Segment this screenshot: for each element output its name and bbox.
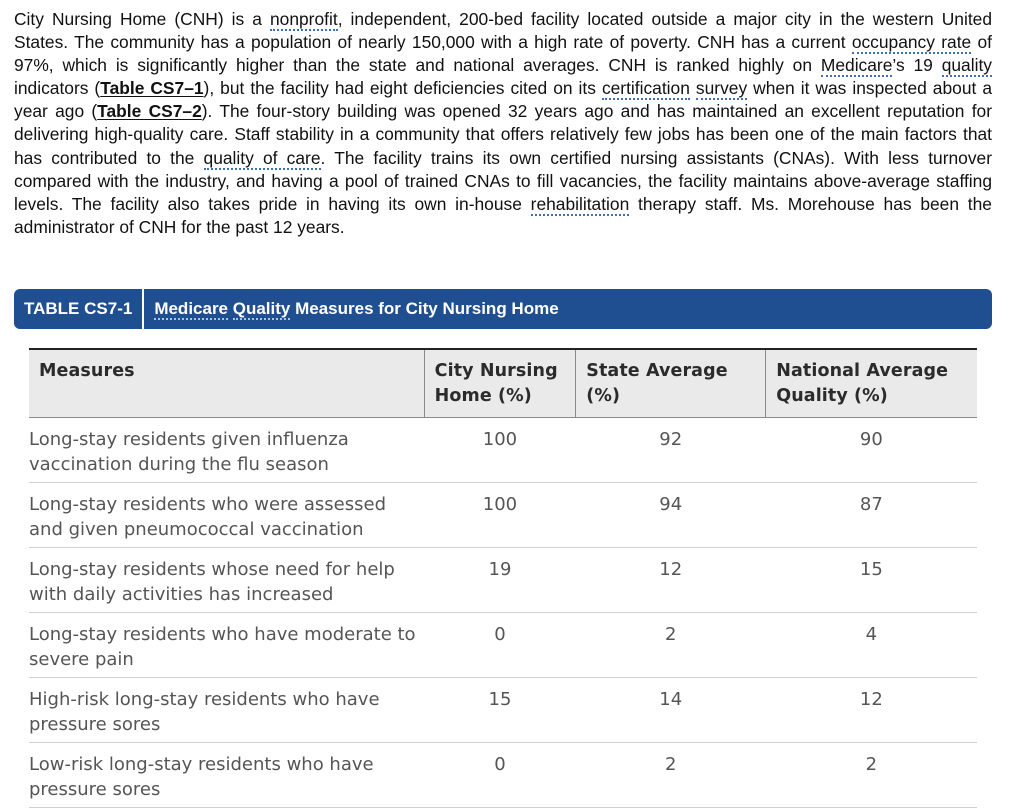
intro-text: ), but the facility had eight deficiencies cited on its	[203, 78, 602, 99]
cnh-value-cell: 19	[424, 548, 576, 613]
measure-cell: Long-stay residents whose need for help with daily activities has increased	[29, 548, 424, 613]
table-title-banner	[14, 289, 992, 329]
caption-keyword-quality[interactable]: Quality	[232, 299, 291, 318]
national-value-cell: 2	[766, 743, 977, 808]
keyword-link-rehabilitation[interactable]: rehabilitation	[530, 193, 630, 214]
intro-text: ). The four-story building was opened 32 years ago and has maintained an excellent reputation for delivering high-quality care. Staff stability in a community that offers relatively few jobs has been one of the main factors that has contributed to the	[14, 101, 992, 168]
cnh-value-cell: 0	[424, 743, 576, 808]
state-value-cell: 12	[576, 548, 766, 613]
intro-text: , independent, 200-bed facility located outside a major city in the western United States. The community has a population of nearly 150,000 with a high rate of poverty. CNH has a current	[14, 9, 992, 53]
column-header-state-average: State Average (%)	[576, 349, 766, 418]
table-row	[29, 613, 977, 678]
table-header-row	[29, 349, 977, 418]
intro-text: therapy staff. Ms. Morehouse has been the administrator of CNH for the past 12 years.	[14, 193, 992, 237]
national-value-cell: 12	[766, 678, 977, 743]
column-header-measures: Measures	[29, 349, 424, 418]
table-reference-link-cs7-1[interactable]: Table CS7–1	[100, 78, 204, 99]
measure-cell: Long-stay residents given influenza vaccination during the flu season	[29, 418, 424, 483]
measure-cell: Long-stay residents who were assessed and given pneumococcal vaccination	[29, 483, 424, 548]
table-caption	[144, 299, 558, 319]
caption-text: Measures for City Nursing Home	[290, 299, 559, 318]
intro-text: indicators (	[14, 78, 101, 99]
state-value-cell: 92	[576, 418, 766, 483]
keyword-link-quality-of-care[interactable]: quality of care	[203, 147, 321, 168]
state-value-cell: 2	[576, 743, 766, 808]
column-header-national-average: National Average Quality (%)	[766, 349, 977, 418]
state-value-cell: 14	[576, 678, 766, 743]
keyword-link-certification[interactable]: certification	[601, 78, 690, 99]
intro-text: of 97%, which is significantly higher than the state and national averages. CNH is ranked highly on	[14, 32, 992, 76]
table-row	[29, 418, 977, 483]
national-value-cell: 4	[766, 613, 977, 678]
intro-paragraph	[14, 8, 992, 239]
column-header-city-nursing-home: City Nursing Home (%)	[424, 349, 576, 418]
keyword-link-quality[interactable]: quality	[941, 55, 992, 76]
table-row	[29, 548, 977, 613]
keyword-link-nonprofit[interactable]: nonprofit	[270, 9, 338, 29]
quality-measures-table	[29, 348, 977, 808]
table-row	[29, 743, 977, 808]
keyword-link-occupancy-rate[interactable]: occupancy rate	[851, 32, 972, 53]
caption-keyword-medicare[interactable]: Medicare	[154, 299, 229, 318]
cnh-value-cell: 15	[424, 678, 576, 743]
national-value-cell: 87	[766, 483, 977, 548]
national-value-cell: 90	[766, 418, 977, 483]
cnh-value-cell: 0	[424, 613, 576, 678]
keyword-link-survey[interactable]: survey	[695, 78, 748, 99]
intro-text: when it was inspected about a year ago (	[14, 78, 993, 122]
measure-cell: High-risk long-stay residents who have pressure sores	[29, 678, 424, 743]
measure-cell: Long-stay residents who have moderate to severe pain	[29, 613, 424, 678]
intro-text: . The facility trains its own certified nursing assistants (CNAs). With less turnover compared with the industry, and having a pool of trained CNAs to fill vacancies, the facility maintains above-average staffing levels. The facility also takes pride in having its own in-house	[14, 147, 992, 214]
national-value-cell: 15	[766, 548, 977, 613]
cnh-value-cell: 100	[424, 418, 576, 483]
state-value-cell: 94	[576, 483, 766, 548]
intro-text: ’s 19	[892, 55, 942, 76]
measure-cell: Low-risk long-stay residents who have pressure sores	[29, 743, 424, 808]
table-row	[29, 483, 977, 548]
table-row	[29, 678, 977, 743]
state-value-cell: 2	[576, 613, 766, 678]
table-number-label: TABLE CS7-1	[14, 289, 144, 329]
intro-text: City Nursing Home (CNH) is a	[14, 9, 270, 29]
cnh-value-cell: 100	[424, 483, 576, 548]
table-reference-link-cs7-2[interactable]: Table CS7–2	[97, 101, 202, 122]
keyword-link-medicare[interactable]: Medicare	[820, 55, 893, 76]
